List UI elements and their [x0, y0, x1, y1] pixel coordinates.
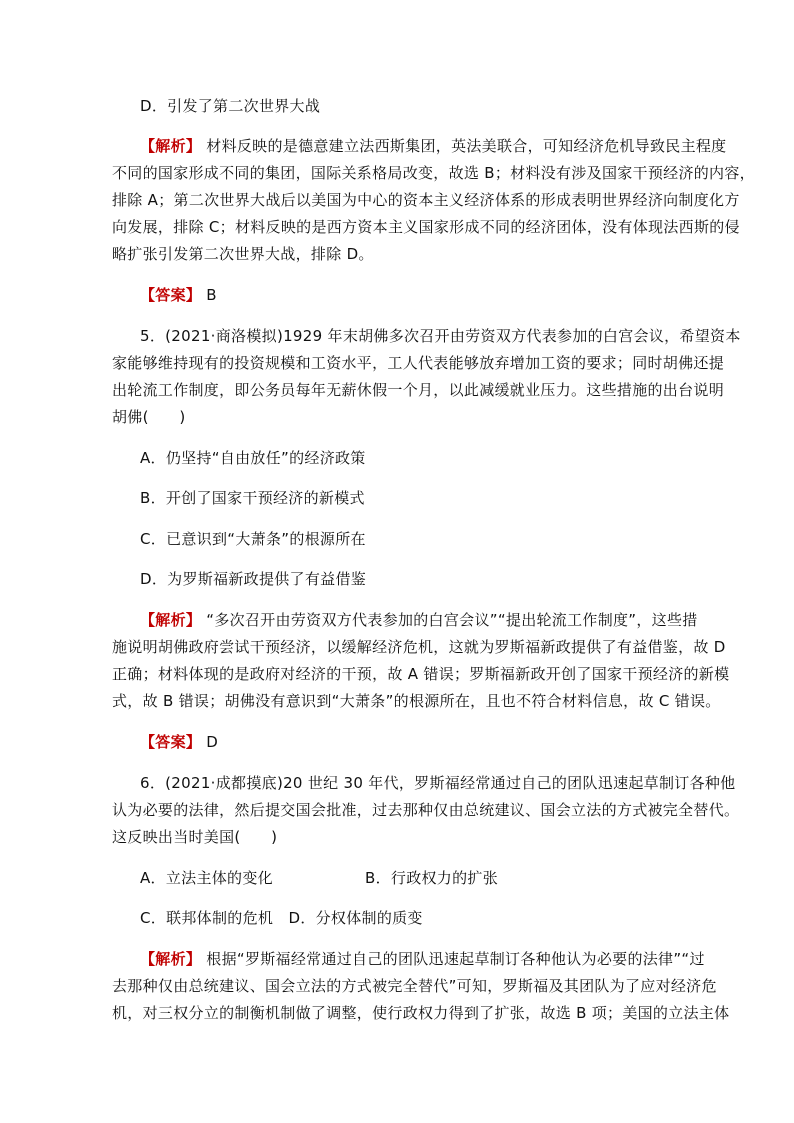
analysis-tag: 【解析】 [140, 137, 202, 155]
q6-options-row-1 [140, 868, 660, 888]
q5-analysis-line-3: 正确；材料体现的是政府对经济的干预，故 A 错误；罗斯福新政开创了国家干预经济的新模 [112, 665, 730, 683]
analysis-tag: 【解析】 [140, 950, 202, 968]
q5-option-d: D．为罗斯福新政提供了有益借鉴 [140, 570, 367, 588]
q4-analysis-line-4: 向发展，排除 C；材料反映的是西方资本主义国家形成不同的经济团体，没有体现法西斯的侵 [112, 218, 740, 236]
analysis-text: “多次召开由劳资双方代表参加的白宫会议”“提出轮流工作制度”，这些措 [206, 611, 698, 629]
q5-stem-line-4: 胡佛( ) [112, 408, 186, 426]
q4-analysis-line-5: 略扩张引发第二次世界大战，排除 D。 [112, 245, 374, 263]
q6-stem-line-3: 这反映出当时美国( ) [112, 828, 278, 846]
q4-analysis-line-3: 排除 A；第二次世界大战后以美国为中心的资本主义经济体系的形成表明世界经济向制度化方 [112, 191, 740, 209]
answer-tag: 【答案】 [140, 733, 202, 751]
answer-value: D [206, 733, 219, 751]
q6-analysis-line-1 [140, 949, 705, 969]
q6-stem-line-2: 认为必要的法律，然后提交国会批准，过去那种仅由总统建议、国会立法的方式被完全替代。 [112, 801, 740, 819]
q5-stem-line-3: 出轮流工作制度，即公务员每年无薪休假一个月，以此减缓就业压力。这些措施的出台说明 [112, 381, 725, 399]
q6-option-b: B．行政权力的扩张 [365, 869, 498, 887]
q5-analysis-line-4: 式，故 B 错误；胡佛没有意识到“大萧条”的根源所在，且也不符合材料信息，故 C 错误。 [112, 692, 721, 710]
answer-value: B [206, 286, 217, 304]
q5-option-a: A．仍坚持“自由放任”的经济政策 [140, 449, 366, 467]
q6-analysis-line-2: 去那种仅由总统建议、国会立法的方式被完全替代”可知，罗斯福及其团队为了应对经济危 [112, 977, 717, 995]
q5-stem-line-1: 5．(2021·商洛模拟)1929 年末胡佛多次召开由劳资双方代表参加的白宫会议，希望资本 [140, 327, 741, 345]
q6-option-a: A．立法主体的变化 [140, 869, 273, 887]
q5-analysis-line-1 [140, 610, 698, 630]
q5-stem-line-2: 家能够维持现有的投资规模和工资水平，工人代表能够放弃增加工资的要求；同时胡佛还提 [112, 354, 725, 372]
answer-tag: 【答案】 [140, 286, 202, 304]
q6-options-row-2: C．联邦体制的危机 D．分权体制的质变 [140, 909, 423, 927]
analysis-tag: 【解析】 [140, 611, 202, 629]
q5-answer [140, 732, 218, 752]
analysis-text: 材料反映的是德意建立法西斯集团，英法美联合，可知经济危机导致民主程度 [206, 137, 727, 155]
q5-analysis-line-2: 施说明胡佛政府尝试干预经济，以缓解经济危机，这就为罗斯福新政提供了有益借鉴，故 D [112, 638, 726, 656]
q5-option-b: B．开创了国家干预经济的新模式 [140, 489, 365, 507]
q6-stem-line-1: 6．(2021·成都摸底)20 世纪 30 年代，罗斯福经常通过自己的团队迅速起草制订各种他 [140, 774, 736, 792]
q4-answer [140, 285, 217, 305]
analysis-text: 根据“罗斯福经常通过自己的团队迅速起草制订各种他认为必要的法律”“过 [206, 950, 705, 968]
q6-analysis-line-3: 机，对三权分立的制衡机制做了调整，使行政权力得到了扩张，故选 B 项；美国的立法主体 [112, 1004, 730, 1022]
q4-analysis-line-1 [140, 136, 727, 156]
q4-analysis-line-2: 不同的国家形成不同的集团，国际关系格局改变，故选 B；材料没有涉及国家干预经济的内容， [112, 164, 755, 182]
q5-option-c: C．已意识到“大萧条”的根源所在 [140, 530, 366, 548]
q4-option-d: D．引发了第二次世界大战 [140, 97, 321, 115]
